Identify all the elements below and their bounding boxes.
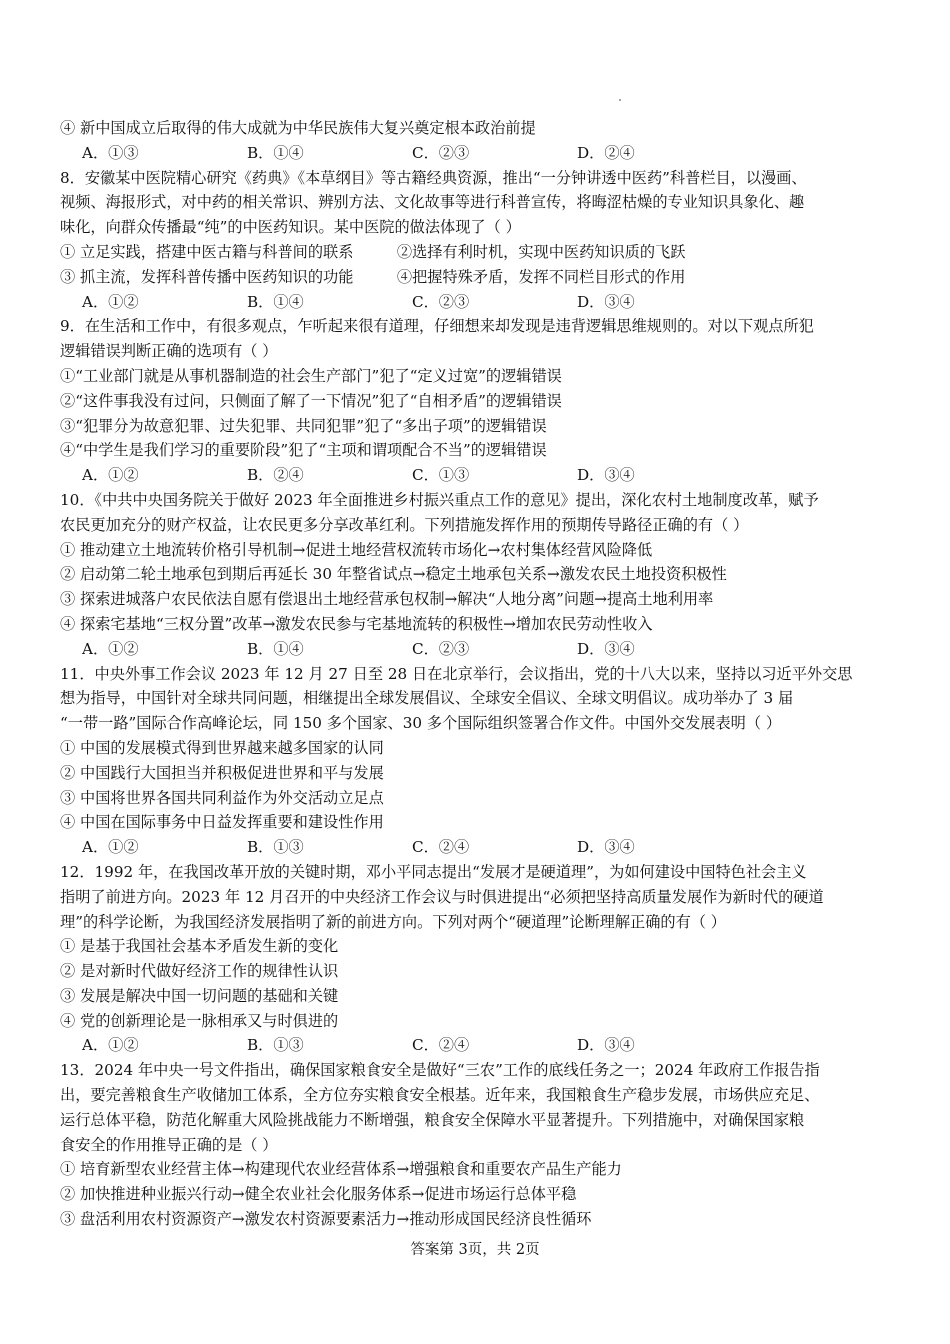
option-d: D．③④ (577, 292, 635, 311)
option-a: A．①② (82, 639, 139, 658)
option-b: B．①④ (247, 639, 304, 658)
question-block (60, 1058, 896, 1232)
statement-item: ④ 中国在国际事务中日益发挥重要和建设性作用 (60, 813, 384, 832)
option-c: C．②④ (412, 838, 470, 857)
statement-item: ② 加快推进种业振兴行动→健全农业社会化服务体系→促进市场运行总体平稳 (60, 1185, 577, 1204)
statement-item: ③ 中国将世界各国共同利益作为外交活动立足点 (60, 788, 384, 807)
question-stem-line: 9．在生活和工作中，有很多观点，乍听起来很有道理，仔细想来却发现是违背逻辑思维规则的。对以下观点所犯 (60, 317, 814, 336)
option-c: C．②③ (412, 639, 470, 658)
prev-question-options (60, 141, 896, 166)
question-stem-line: 想为指导，中国针对全球共同问题，相继提出全球发展倡议、全球安全倡议、全球文明倡议。成功举办了 3 届 (60, 689, 794, 708)
question-stem-line: 12．1992 年，在我国改革开放的关键时期，邓小平同志提出“发展才是硬道理”，为如何建设中国特色社会主义 (60, 862, 807, 881)
option-c: C．②③ (412, 292, 470, 311)
question-stem-line: 10．《中共中央国务院关于做好 2023 年全面推进乡村振兴重点工作的意见》提出，深化农村土地制度改革，赋予 (60, 490, 819, 509)
statement-item: ② 是对新时代做好经济工作的规律性认识 (60, 962, 339, 981)
statement-item: ① 是基于我国社会基本矛盾发生新的变化 (60, 937, 339, 956)
option-c: C．②③ (412, 143, 470, 162)
question-stem-line: 味化，向群众传播最“纯”的中医药知识。某中医院的做法体现了（ ） (60, 218, 521, 237)
option-c: C．②④ (412, 1036, 470, 1055)
question-block (60, 488, 896, 662)
option-b: B．①③ (247, 1036, 304, 1055)
page-footer: 答案第 3页，共 2页 (410, 1242, 540, 1258)
question-stem-line: 农民更加充分的财产权益，让农民更多分享改革红利。下列措施发挥作用的预期传导路径正确的有（ ） (60, 515, 749, 534)
option-b: B．①④ (247, 292, 304, 311)
question-stem-line: 13．2024 年中央一号文件指出，确保国家粮食安全是做好“三农”工作的底线任务之一；2024 年政府工作报告指 (60, 1061, 820, 1080)
answer-options (60, 1033, 896, 1058)
question-stem-line: “一带一路”国际合作高峰论坛，同 150 多个国家、30 多个国际组织签署合作文件。中国外交发展表明（ ） (60, 714, 782, 733)
option-b: B．①③ (247, 838, 304, 857)
question-stem-line: 逻辑错误判断正确的选项有（ ） (60, 342, 278, 361)
statement-item: ③ 盘活利用农村资源资产→激发农村资源要素活力→推动形成国民经济良性循环 (60, 1210, 592, 1229)
option-d: D．②④ (577, 143, 635, 162)
question-stem-line: 理”的科学论断，为我国经济发展指明了新的前进方向。下列对两个“硬道理”论断理解正确的有（ ） (60, 912, 726, 931)
option-a: A．①③ (82, 143, 139, 162)
question-stem-line: 指明了前进方向。2023 年 12 月召开的中央经济工作会议与时俱进提出“必须把坚持高质量发展作为新时代的硬道 (60, 887, 824, 906)
statement-item: ④ 探索宅基地“三权分置”改革→激发农民参与宅基地流转的积极性→增加农民劳动性收入 (60, 614, 653, 633)
statement-item: ④ 党的创新理论是一脉相承又与时俱进的 (60, 1011, 339, 1030)
answer-options (60, 290, 896, 315)
statement-item: ③“犯罪分为故意犯罪、过失犯罪、共同犯罪”犯了“多出子项”的逻辑错误 (60, 416, 547, 435)
option-c: C．①③ (412, 466, 470, 485)
option-b: B．①④ (247, 143, 304, 162)
question-block (60, 860, 896, 1058)
question-stem-line: 食安全的作用推导正确的是（ ） (60, 1135, 278, 1154)
statement-item: ②“这件事我没有过问，只侧面了解了一下情况”犯了“自相矛盾”的逻辑错误 (60, 391, 562, 410)
option-b: B．②④ (247, 466, 304, 485)
answer-options (60, 637, 896, 662)
question-stem-line: 11．中央外事工作会议 2023 年 12 月 27 日至 28 日在北京举行，会议指出，党的十八大以来，坚持以习近平外交思 (60, 664, 853, 683)
option-a: A．①② (82, 1036, 139, 1055)
statement-item: ① 培育新型农业经营主体→构建现代农业经营体系→增强粮食和重要农产品生产能力 (60, 1160, 622, 1179)
answer-options (60, 835, 896, 860)
statement-item: ② 启动第二轮土地承包到期后再延长 30 年整省试点→稳定土地承包关系→激发农民土地投资积极性 (60, 565, 727, 584)
statement-item: ①“工业部门就是从事机器制造的社会生产部门”犯了“定义过宽”的逻辑错误 (60, 366, 562, 385)
statement-item: ③ 探索进城落户农民依法自愿有偿退出土地经营承包权制→解决“人地分离”问题→提高土地利用率 (60, 590, 714, 609)
option-d: D．③④ (577, 466, 635, 485)
question-content (60, 116, 896, 1232)
option-d: D．③④ (577, 838, 635, 857)
question-stem-line: 运行总体平稳，防范化解重大风险挑战能力不断增强，粮食安全保障水平显著提升。下列措施中，对确保国家粮 (60, 1110, 805, 1129)
statement-item: ① 立足实践，搭建中医古籍与科普间的联系 ②选择有利时机，实现中医药知识质的飞跃 (60, 242, 686, 261)
option-a: A．①② (82, 838, 139, 857)
option-d: D．③④ (577, 1036, 635, 1055)
question-stem-line: 8．安徽某中医院精心研究《药典》《本草纲目》等古籍经典资源，推出“一分钟讲透中医药”科普栏目，以漫画、 (60, 168, 807, 187)
prev-question-item: ④ 新中国成立后取得的伟大成就为中华民族伟大复兴奠定根本政治前提 (60, 119, 536, 137)
question-block (60, 314, 896, 488)
question-stem-line: 出，要完善粮食生产收储加工体系，全方位夯实粮食安全根基。近年来，我国粮食生产稳步发展，市场供应充足、 (60, 1086, 820, 1105)
option-a: A．①② (82, 292, 139, 311)
answer-options (60, 463, 896, 488)
question-stem-line: 视频、海报形式，对中药的相关常识、辨别方法、文化故事等进行科普宣传，将晦涩枯燥的专业知识具象化、趣 (60, 193, 805, 212)
option-d: D．③④ (577, 639, 635, 658)
statement-item: ③ 发展是解决中国一切问题的基础和关键 (60, 986, 339, 1005)
statement-item: ① 推动建立土地流转价格引导机制→促进土地经营权流转市场化→农村集体经营风险降低 (60, 540, 653, 559)
statement-item: ③ 抓主流，发挥科普传播中医药知识的功能 ④把握特殊矛盾，发挥不同栏目形式的作用 (60, 267, 686, 286)
statement-item: ① 中国的发展模式得到世界越来越多国家的认同 (60, 738, 384, 757)
question-block (60, 166, 896, 315)
option-a: A．①② (82, 466, 139, 485)
scan-speck (619, 99, 621, 101)
statement-item: ④“中学生是我们学习的重要阶段”犯了“主项和谓项配合不当”的逻辑错误 (60, 441, 547, 460)
statement-item: ② 中国践行大国担当并积极促进世界和平与发展 (60, 763, 384, 782)
question-block (60, 662, 896, 860)
question-list (60, 166, 896, 1232)
